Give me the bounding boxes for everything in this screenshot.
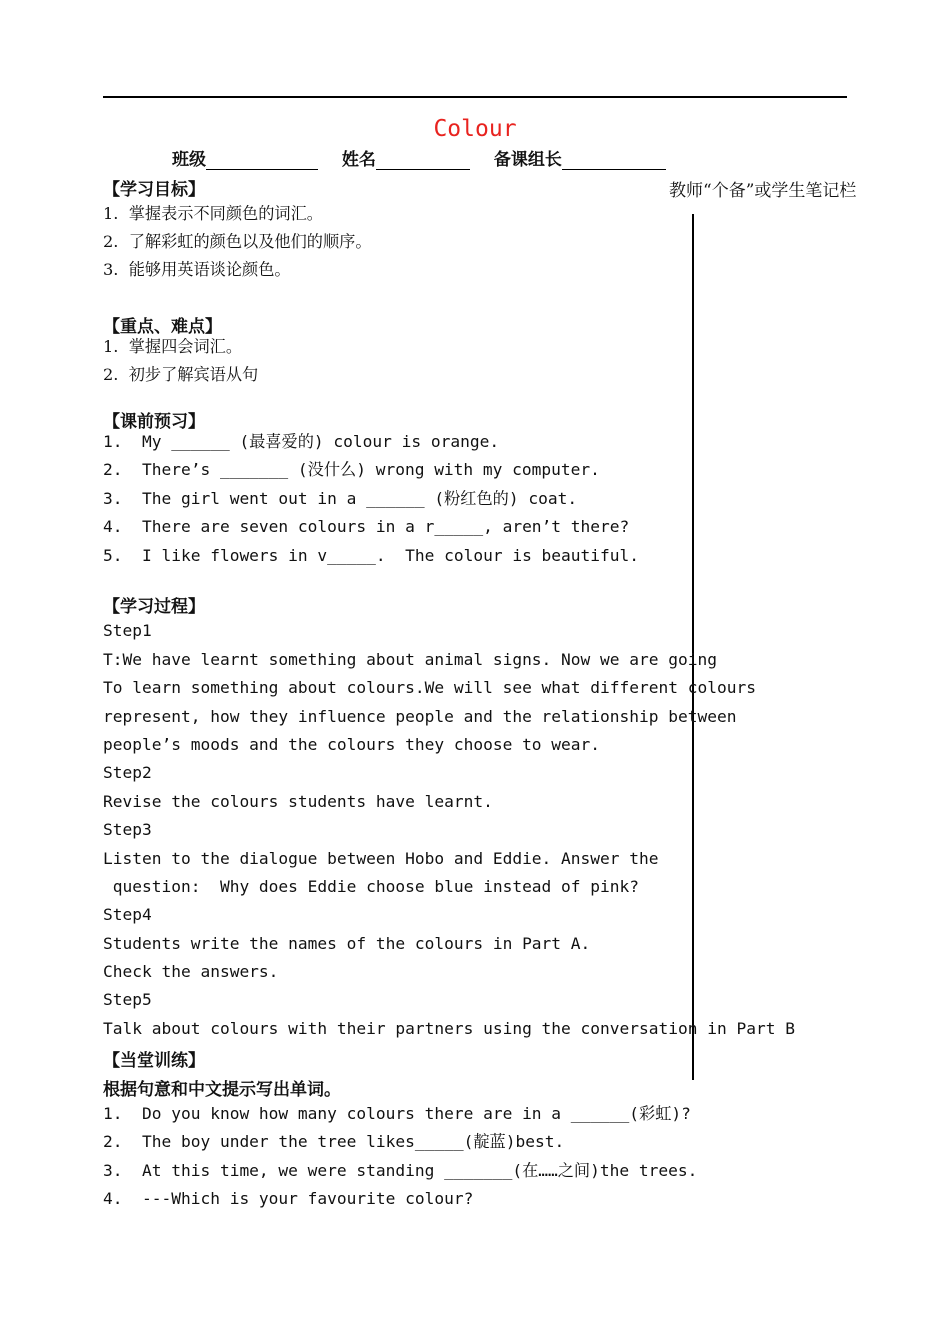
objective-item: 3. 能够用英语谈论颜色。	[103, 260, 291, 279]
page-title: Colour	[433, 116, 517, 142]
leader-blank[interactable]	[562, 151, 666, 170]
class-blank[interactable]	[206, 151, 318, 170]
preview-item: 3. The girl went out in a ______ (粉红色的) coat.	[103, 489, 578, 508]
preview-heading: 【课前预习】	[103, 412, 205, 432]
practice-instructions: 根据句意和中文提示写出单词。	[103, 1080, 341, 1100]
name-label: 姓名	[341, 150, 376, 170]
process-line: Talk about colours with their partners using the conversation in Part B	[103, 1019, 795, 1038]
process-heading: 【学习过程】	[103, 597, 205, 617]
class-label: 班级	[172, 150, 206, 170]
process-line: Step4	[103, 905, 152, 924]
top-rule	[103, 96, 847, 98]
process-line: Step5	[103, 990, 152, 1009]
practice-item: 1. Do you know how many colours there are in a ______(彩虹)?	[103, 1104, 691, 1123]
practice-item: 4. ---Which is your favourite colour?	[103, 1189, 474, 1208]
process-line: question: Why does Eddie choose blue instead of pink?	[103, 877, 640, 896]
process-line: Check the answers.	[103, 962, 279, 981]
leader-label: 备课组长	[493, 150, 562, 170]
notes-column-divider	[692, 214, 694, 1080]
process-line: Step1	[103, 621, 152, 640]
process-line: represent, how they influence people and the relationship between	[103, 707, 737, 726]
practice-item: 2. The boy under the tree likes_____(靛蓝)best.	[103, 1132, 565, 1151]
process-line: people’s moods and the colours they choose to wear.	[103, 735, 601, 754]
process-line: Students write the names of the colours in Part A.	[103, 934, 591, 953]
practice-item: 3. At this time, we were standing _______(在……之间)the trees.	[103, 1161, 698, 1180]
objective-item: 2. 了解彩虹的颜色以及他们的顺序。	[103, 232, 372, 251]
key-points-heading: 【重点、难点】	[103, 317, 222, 337]
name-blank[interactable]	[376, 151, 470, 170]
preview-item: 4. There are seven colours in a r_____, aren’t there?	[103, 517, 630, 536]
preview-item: 2. There’s _______ (没什么) wrong with my computer.	[103, 460, 600, 479]
process-line: Revise the colours students have learnt.	[103, 792, 493, 811]
preview-item: 5. I like flowers in v_____. The colour is beautiful.	[103, 546, 640, 565]
preview-item: 1. My ______ (最喜爱的) colour is orange.	[103, 432, 500, 451]
process-line: T:We have learnt something about animal signs. Now we are going	[103, 650, 717, 669]
notes-column-label: 教师“个备”或学生笔记栏	[669, 181, 857, 201]
student-info-row	[172, 145, 684, 170]
process-line: Listen to the dialogue between Hobo and Eddie. Answer the	[103, 849, 659, 868]
objectives-heading: 【学习目标】	[103, 180, 205, 200]
objective-item: 1. 掌握表示不同颜色的词汇。	[103, 204, 323, 223]
practice-heading: 【当堂训练】	[103, 1051, 205, 1071]
process-line: To learn something about colours.We will see what different colours	[103, 678, 756, 697]
process-line: Step3	[103, 820, 152, 839]
key-point-item: 2. 初步了解宾语从句	[103, 365, 259, 384]
key-point-item: 1. 掌握四会词汇。	[103, 337, 243, 356]
process-line: Step2	[103, 763, 152, 782]
